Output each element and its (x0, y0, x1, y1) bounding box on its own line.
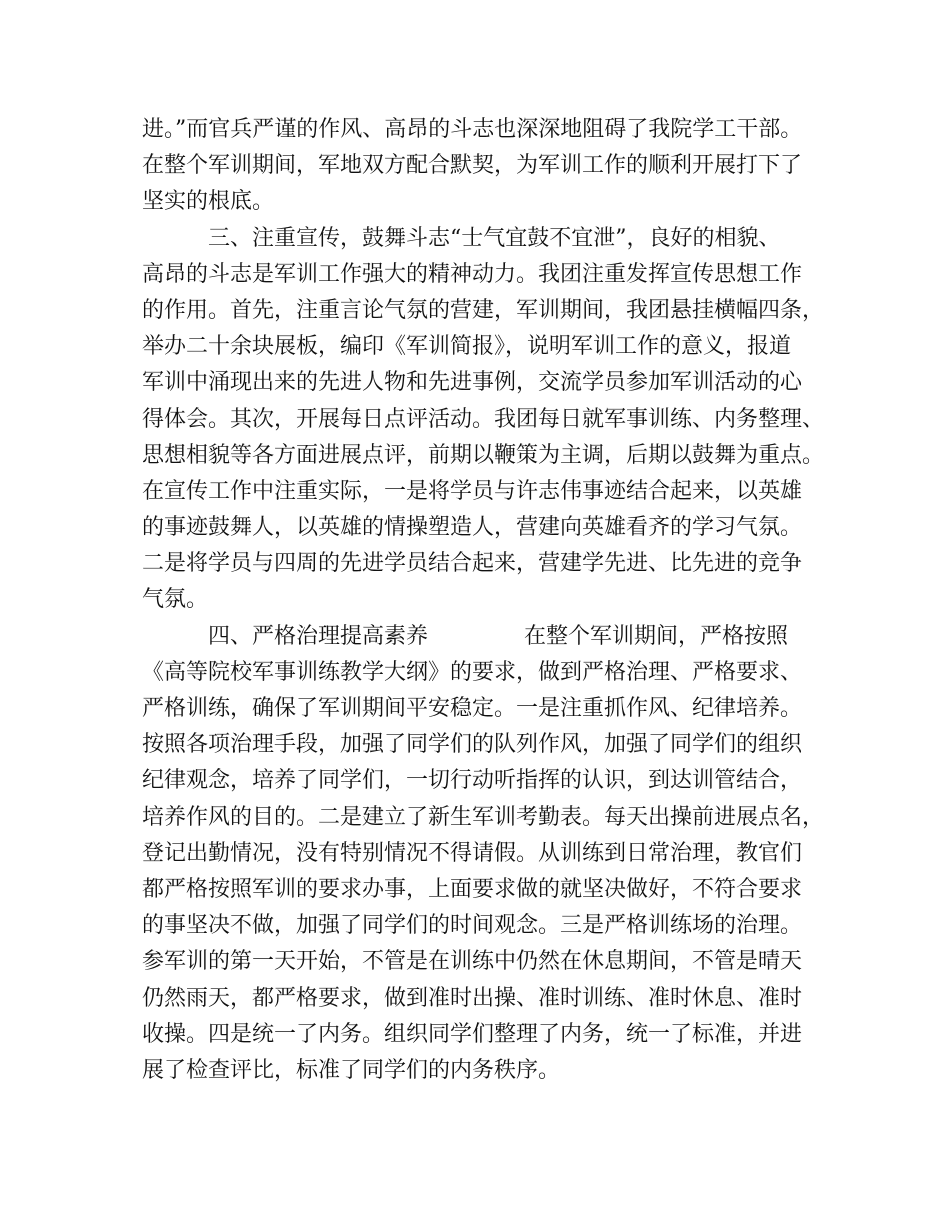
paragraph-2-line-4: 举办二十余块展板，编印《军训简报》，说明军训工作的意义，报道 (142, 334, 792, 360)
paragraph-3-line-4: 按照各项治理手段，加强了同学们的队列作风，加强了同学们的组织 (142, 732, 803, 758)
paragraph-1-line-3: 坚实的根底。 (142, 189, 275, 215)
paragraph-2-line-2: 高昂的斗志是军训工作强大的精神动力。我团注重发挥宣传思想工作 (142, 261, 803, 287)
paragraph-1-line-2: 在整个军训期间，军地双方配合默契，为军训工作的顺利开展打下了 (142, 153, 803, 179)
paragraph-2-line-1: 三、注重宣传，鼓舞斗志“士气宜鼓不宜泄”，良好的相貌、 (208, 225, 781, 251)
paragraph-2-line-5: 军训中涌现出来的先进人物和先进事例，交流学员参加军训活动的心 (142, 370, 803, 396)
paragraph-3-line-2: 《高等院校军事训练教学大纲》的要求，做到严格治理、严格要求、 (142, 659, 803, 685)
paragraph-2-line-9: 的事迹鼓舞人，以英雄的情操塑造人，营建向英雄看齐的学习气氛。 (142, 515, 803, 541)
paragraph-3-line-1-rest: 在整个军训期间，严格按照 (524, 623, 789, 649)
document-body (142, 112, 832, 1089)
paragraph-1-line-1: 进。”而官兵严谨的作风、高昂的斗志也深深地阻碍了我院学工干部。 (142, 117, 803, 142)
paragraph-2-line-11: 气氛。 (142, 587, 209, 613)
section-heading: 四、严格治理提高素养 (208, 623, 429, 649)
paragraph-2-line-10: 二是将学员与四周的先进学员结合起来，营建学先进、比先进的竞争 (142, 551, 803, 577)
paragraph-3-line-6: 培养作风的目的。二是建立了新生军训考勤表。每天出操前进展点名， (142, 804, 825, 830)
paragraph-2-line-3: 的作用。首先，注重言论气氛的营建，军训期间，我团悬挂横幅四条， (142, 297, 825, 323)
paragraph-3-line-8: 都严格按照军训的要求办事，上面要求做的就坚决做好，不符合要求 (142, 876, 803, 902)
paragraph-3-line-12: 收操。四是统一了内务。组织同学们整理了内务，统一了标准，并进 (142, 1021, 803, 1047)
paragraph-3-line-9: 的事坚决不做，加强了同学们的时间观念。三是严格训练场的治理。 (142, 913, 803, 939)
paragraph-2-line-7: 思想相貌等各方面进展点评，前期以鞭策为主调，后期以鼓舞为重点。 (142, 442, 825, 468)
paragraph-3-line-11: 仍然雨天，都严格要求，做到准时出操、准时训练、准时休息、准时 (142, 985, 803, 1011)
paragraph-3-line-3: 严格训练，确保了军训期间平安稳定。一是注重抓作风、纪律培养。 (142, 696, 803, 721)
paragraph-2-line-8: 在宣传工作中注重实际，一是将学员与许志伟事迹结合起来，以英雄 (142, 478, 803, 504)
paragraph-3-line-10: 参军训的第一天开始，不管是在训练中仍然在休息期间，不管是晴天 (142, 949, 803, 975)
paragraph-2-line-6: 得体会。其次，开展每日点评活动。我团每日就军事训练、内务整理、 (142, 406, 825, 432)
paragraph-3-line-1 (142, 619, 832, 655)
paragraph-3-line-13: 展了检查评比，标准了同学们的内务秩序。 (142, 1057, 561, 1083)
paragraph-3-line-5: 纪律观念，培养了同学们，一切行动听指挥的认识，到达训管结合， (142, 768, 803, 794)
paragraph-3-line-7: 登记出勤情况，没有特别情况不得请假。从训练到日常治理，教官们 (142, 840, 803, 866)
